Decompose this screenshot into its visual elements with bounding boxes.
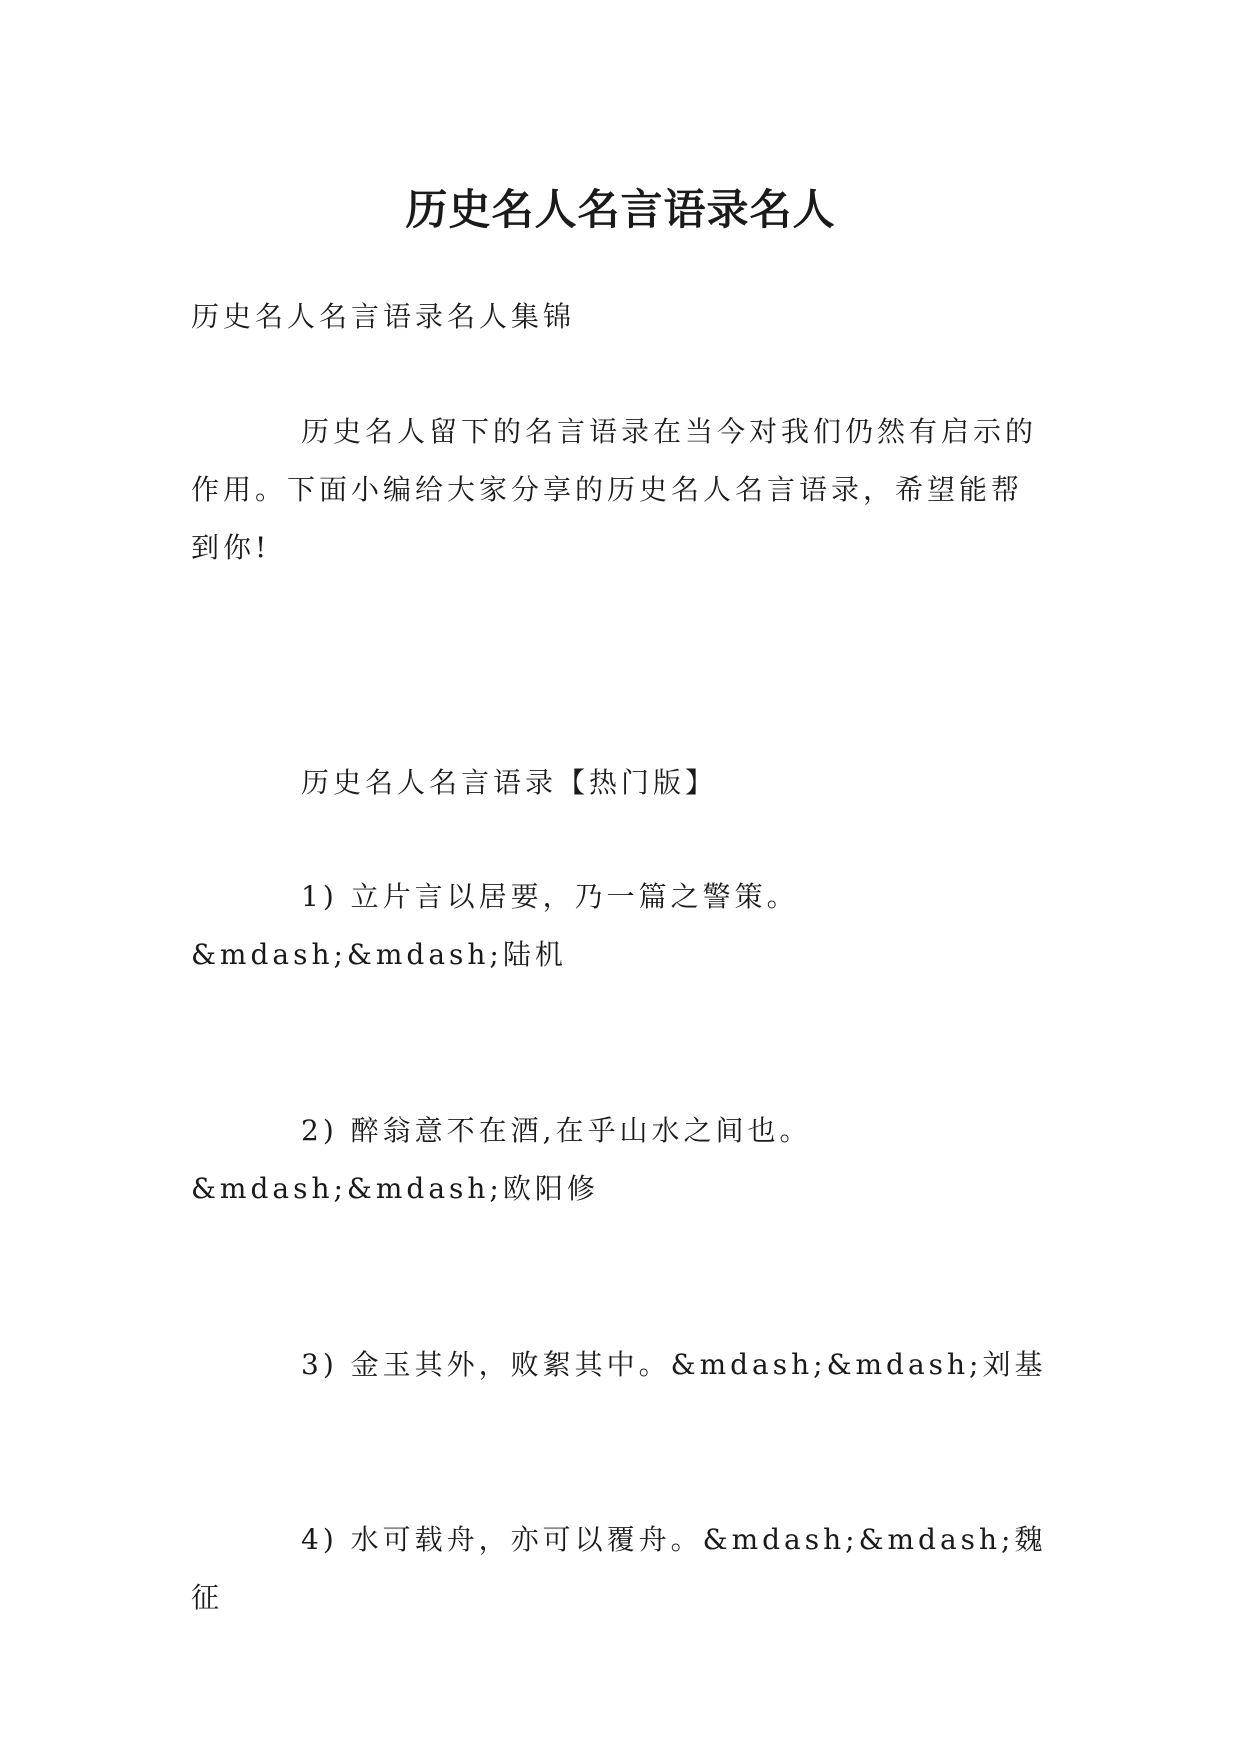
intro-paragraph: 历史名人留下的名言语录在当今对我们仍然有启示的作用。下面小编给大家分享的历史名人名言语录，希望能帮到你! xyxy=(191,415,1038,564)
section-heading: 历史名人名言语录【热门版】 xyxy=(301,766,718,799)
quote-item: 4) 水可载舟，亦可以覆舟。&mdash;&mdash;魏征 xyxy=(191,1523,1047,1614)
document-title: 历史名人名言语录名人 xyxy=(405,185,836,235)
quote-item: 2) 醉翁意不在酒,在乎山水之间也。&mdash;&mdash;欧阳修 xyxy=(191,1114,812,1205)
document-subtitle: 历史名人名言语录名人集锦 xyxy=(191,300,576,333)
quote-item: 1) 立片言以居要，乃一篇之警策。&mdash;&mdash;陆机 xyxy=(191,880,799,971)
quote-item: 3) 金玉其外，败絮其中。&mdash;&mdash;刘基 xyxy=(301,1348,1047,1381)
